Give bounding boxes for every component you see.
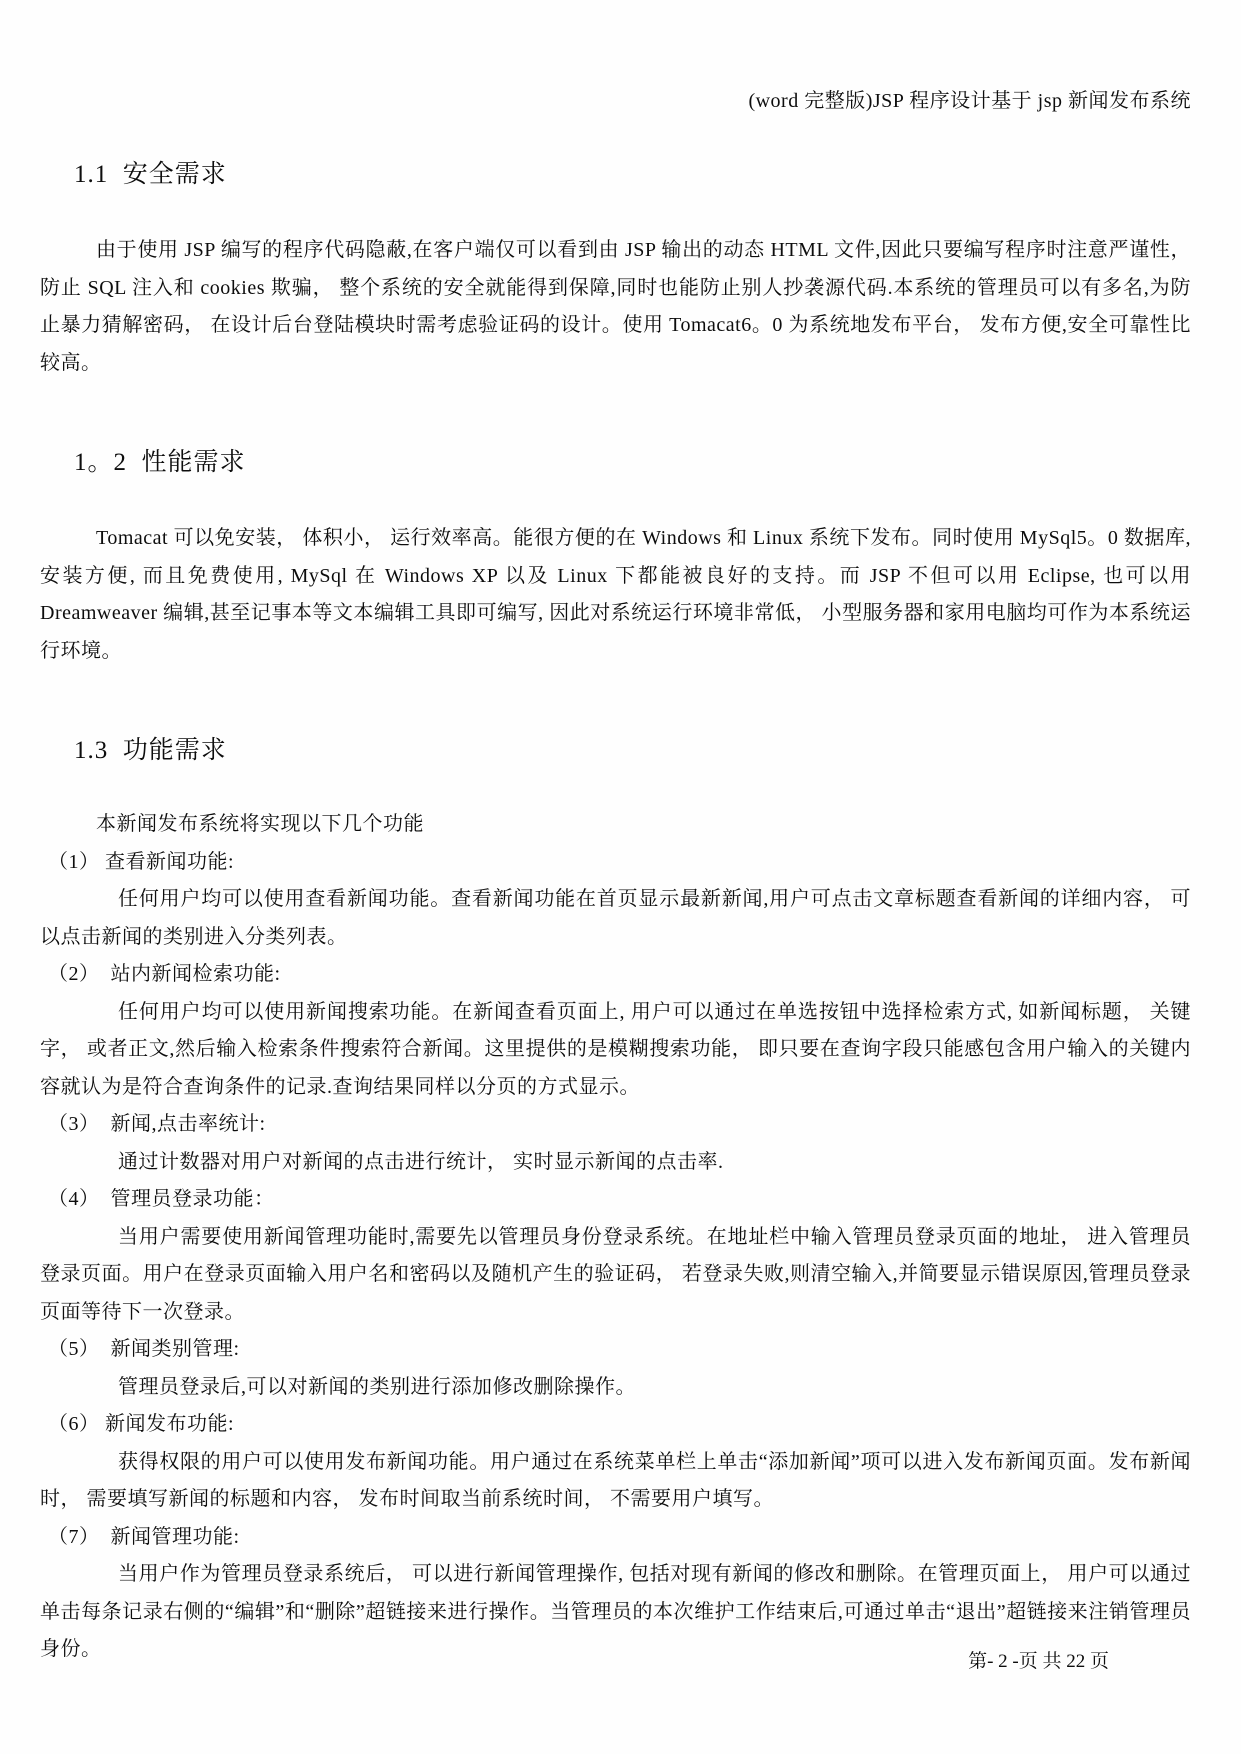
feature-item-label-category-management: （5） 新闻类别管理: — [48, 1338, 240, 1360]
feature-item-body-category-management: 管理员登录后,可以对新闻的类别进行添加修改删除操作。 — [118, 1375, 636, 1398]
section-heading-functional-requirements: 1.3 功能需求 — [74, 737, 227, 764]
functional-requirements-intro: 本新闻发布系统将实现以下几个功能 — [96, 813, 424, 835]
feature-item-body-view-news: 任何用户均可以使用查看新闻功能。查看新闻功能在首页显示最新新闻,用户可点击文章标题查看新闻的详细内容， 可以点击新闻的类别进入分类列表。 — [40, 888, 1191, 948]
page-number-footer: 第- 2 -页 共 22 页 — [968, 1651, 1109, 1672]
section-heading-performance-requirements: 1。2 性能需求 — [74, 449, 246, 476]
security-requirements-paragraph: 由于使用 JSP 编写的程序代码隐蔽,在客户端仅可以看到由 JSP 输出的动态 HTML 文件,因此只要编写程序时注意严谨性， 防止 SQL 注入和 cookies 欺骗， 整个系统的安全就能得到保障,同时也能防止别人抄袭源代码.本系统的管理员可以有多名,为防止暴力猜解密码， 在设计后台登陆模块时需考虑验证码的设计。使用 Tomacat6。0 为系统地发布平台， 发布方便,安全可靠性比较高。 — [40, 239, 1191, 374]
feature-item-body-news-search: 任何用户均可以使用新闻搜索功能。在新闻查看页面上, 用户可以通过在单选按钮中选择检索方式, 如新闻标题， 关键字， 或者正文,然后输入检索条件搜索符合新闻。这里提供的是模糊搜索功能， 即只要在查询字段只能感包含用户输入的关键内容就认为是符合查询条件的记录.查询结果同样以分页的方式显示。 — [40, 1000, 1191, 1098]
feature-item-label-news-publish: （6） 新闻发布功能: — [48, 1413, 235, 1435]
feature-item-label-news-management: （7） 新闻管理功能: — [48, 1525, 240, 1548]
feature-item-label-news-search: （2） 站内新闻检索功能: — [48, 963, 281, 985]
feature-list — [40, 844, 1191, 1669]
feature-item-body-admin-login: 当用户需要使用新闻管理功能时,需要先以管理员身份登录系统。在地址栏中输入管理员登录页面的地址， 进入管理员登录页面。用户在登录页面输入用户名和密码以及随机产生的验证码， 若登录失败,则清空输入,并简要显示错误原因,管理员登录页面等待下一次登录。 — [40, 1225, 1191, 1323]
feature-item-body-news-management: 当用户作为管理员登录系统后， 可以进行新闻管理操作, 包括对现有新闻的修改和删除。在管理页面上， 用户可以通过单击每条记录右侧的“编辑”和“删除”超链接来进行操作。当管理员的本次维护工作结束后,可通过单击“退出”超链接来注销管理员身份。 — [40, 1563, 1191, 1660]
feature-item-label-admin-login: （4） 管理员登录功能： — [48, 1188, 275, 1210]
section-heading-security-requirements: 1.1 安全需求 — [74, 161, 227, 188]
performance-requirements-paragraph: Tomacat 可以免安装， 体积小， 运行效率高。能很方便的在 Windows 和 Linux 系统下发布。同时使用 MySql5。0 数据库, 安装方便, 而且免费使用, MySql 在 Windows XP 以及 Linux 下都能被良好的支持。而 JSP 不但可以用 Eclipse, 也可以用 Dreamweaver 编辑,甚至记事本等文本编辑工具即可编写, 因此对系统运行环境非常低， 小型服务器和家用电脑均可作为本系统运行环境。 — [40, 527, 1191, 662]
document-header-title: (word 完整版)JSP 程序设计基于 jsp 新闻发布系统 — [748, 90, 1191, 112]
feature-item-body-news-publish: 获得权限的用户可以使用发布新闻功能。用户通过在系统菜单栏上单击“添加新闻”项可以进入发布新闻页面。发布新闻时， 需要填写新闻的标题和内容， 发布时间取当前系统时间， 不需要用户填写。 — [40, 1450, 1191, 1510]
feature-item-label-click-stats: （3） 新闻,点击率统计: — [48, 1113, 266, 1135]
feature-item-body-click-stats: 通过计数器对用户对新闻的点击进行统计， 实时显示新闻的点击率. — [118, 1150, 724, 1173]
feature-item-label-view-news: （1） 查看新闻功能: — [48, 850, 235, 873]
